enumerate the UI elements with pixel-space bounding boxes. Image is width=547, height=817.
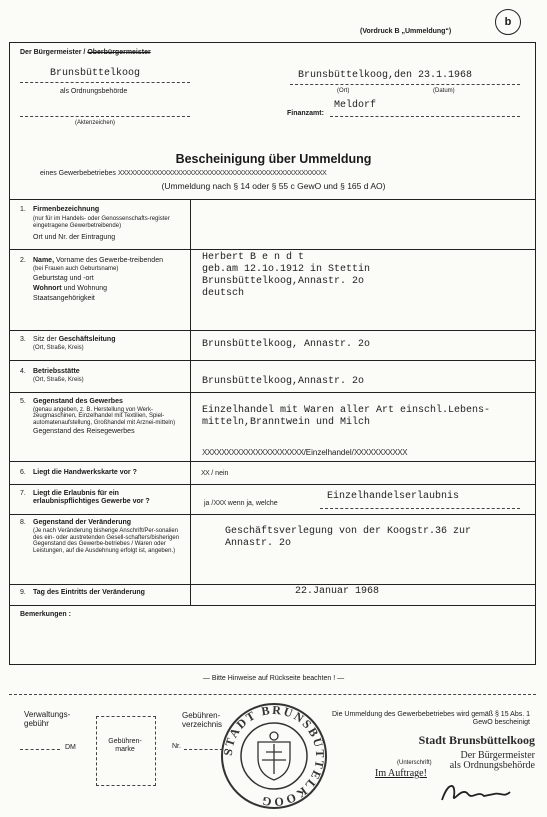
row-7-value: Einzelhandelserlaubnis xyxy=(327,491,460,502)
row-divider-8 xyxy=(9,584,536,585)
row-1-number: 1. xyxy=(20,206,26,213)
currency-label: DM xyxy=(65,744,76,751)
row-8-label xyxy=(20,519,185,554)
row-divider-5 xyxy=(9,461,536,462)
row-9-label xyxy=(20,589,185,597)
place-date-line xyxy=(290,84,520,85)
row-4-value: Brunsbüttelkoog,Annastr. 2o xyxy=(202,376,365,387)
row-3-value: Brunsbüttelkoog, Annastr. 2o xyxy=(202,339,371,350)
row-8-value-line: Geschäftsverlegung von der Koogstr.36 zur xyxy=(225,526,472,537)
row-2-value xyxy=(202,252,370,300)
confirmation-text: Die Ummeldung des Gewerbebetriebes wird gemäß § 15 Abs. 1 GewO bescheinigt xyxy=(331,711,530,727)
row-divider-4 xyxy=(9,392,536,393)
authority-stamp-line: Der Bürgermeister xyxy=(460,749,535,761)
row-2-value-line: deutsch xyxy=(202,288,245,299)
row-7-answer-prefix: ja / xyxy=(204,500,214,507)
row-2-title-rest: Vorname des Gewerbe-treibenden xyxy=(55,257,163,264)
authority-role: als Ordnungsbehörde xyxy=(60,88,128,95)
title-line-2: (Ummeldung nach § 14 oder § 55 c GewO und § 165 d AO) xyxy=(161,181,386,191)
row-divider-7 xyxy=(9,514,536,515)
row-8-sub: (Je nach Veränderung bisherige Anschrift/Per-sonalien des ein- oder austretenden Gesell-schafters/bisherigen Gegenstand des Gewerbe-betriebes / Waren oder Leistungen, auf die Ausdehnung erfolgt ist, angeben.) xyxy=(33,528,180,554)
row-2-value-line: Brunsbüttelkoog,Annastr. 2o xyxy=(202,276,365,287)
table-column-divider xyxy=(190,199,191,605)
authority-stamp-line: Stadt Brunsbüttelkoog xyxy=(418,733,535,747)
title-line-1-prefix: eines Gewerbebetriebes xyxy=(40,170,116,177)
remarks-label: Bemerkungen : xyxy=(20,611,71,618)
row-7-title: Liegt die Erlaubnis für ein erlaubnispflichtiges Gewerbe vor ? xyxy=(33,490,150,506)
row-6-value-rest: / nein xyxy=(209,470,229,477)
number-prefix: Nr. xyxy=(172,743,181,750)
row-divider-6 xyxy=(9,484,536,485)
row-divider-2 xyxy=(9,330,536,331)
row-6-value-struck: XX xyxy=(201,470,210,477)
row-7-number: 7. xyxy=(20,490,26,497)
authority-stamp xyxy=(330,734,535,772)
row-2-extra: Geburtstag und -ort xyxy=(33,274,94,282)
row-2-number: 2. xyxy=(20,257,26,264)
row-4-label xyxy=(20,368,185,384)
place-date: Brunsbüttelkoog,den 23.1.1968 xyxy=(298,70,473,81)
row-9-title: Tag des Eintritts der Veränderung xyxy=(33,589,145,596)
tax-office-value: Meldorf xyxy=(334,100,377,111)
fee-stamp-label: Gebühren-marke xyxy=(108,738,142,754)
row-2-label xyxy=(20,257,185,303)
authority-label-struck: Oberbürgermeister xyxy=(87,49,151,56)
row-6-value xyxy=(201,470,228,477)
row-5-struck: XXXXXXXXXXXXXXXXXXXXX xyxy=(202,448,304,457)
row-3-label xyxy=(20,336,185,352)
row-5-value-line: mitteln,Branntwein und Milch xyxy=(202,417,371,428)
signature-scribble xyxy=(438,778,528,808)
row-3-title-prefix: Sitz der xyxy=(33,336,57,343)
row-2-value-line: Herbert B e n d t xyxy=(202,252,305,263)
tax-office-label: Finanzamt: xyxy=(287,110,324,117)
row-1-extra: Ort und Nr. der Eintragung xyxy=(33,233,116,241)
row-6-number: 6. xyxy=(20,469,26,476)
separator-line xyxy=(9,694,536,695)
row-divider-3 xyxy=(9,360,536,361)
row-5-title: Gegenstand des Gewerbes xyxy=(33,398,123,405)
row-7-answer-struck: XXX xyxy=(213,500,226,507)
title-line-1-struck: XXXXXXXXXXXXXXXXXXXXXXXXXXXXXXXXXXXXXXXXXXXXXXXXXX xyxy=(117,170,327,177)
seal-text: STADT BRUNSBÜTTELKOOG xyxy=(220,702,328,810)
row-9-value: 22.Januar 1968 xyxy=(295,586,380,597)
row-1-sub: (nur für im Handels- oder Genossenschafts-register eingetragene Gewerbetreibende) xyxy=(33,216,170,229)
row-8-title: Gegenstand der Veränderung xyxy=(33,519,132,526)
frame-left-line xyxy=(9,42,10,664)
signature-caption: (Unterschrift) xyxy=(397,760,432,766)
frame-top-line xyxy=(9,42,536,43)
row-2-value-line: geb.am 12.1o.1912 in Stettin xyxy=(202,264,371,275)
authority-label-prefix: Der Bürgermeister / xyxy=(20,49,86,56)
corner-badge xyxy=(495,9,521,35)
admin-fee-label: Verwaltungs-gebühr xyxy=(24,710,71,729)
authority-label xyxy=(20,49,151,56)
table-top-line xyxy=(9,199,536,200)
authority-stamp-line: als Ordnungsbehörde xyxy=(449,760,535,772)
row-5-struck-line xyxy=(202,448,407,457)
row-9-number: 9. xyxy=(20,589,26,596)
title-line-1 xyxy=(40,170,326,177)
row-5-struck-tail: XXXXXXXXXXX xyxy=(353,448,408,457)
im-auftrage: Im Auftrage! xyxy=(375,768,427,779)
row-6-title: Liegt die Handwerkskarte vor ? xyxy=(33,469,137,476)
row-3-title: Geschäftsleitung xyxy=(58,336,116,343)
row-divider-1 xyxy=(9,249,536,250)
row-3-number: 3. xyxy=(20,336,26,343)
row-8-number: 8. xyxy=(20,519,26,526)
official-seal xyxy=(218,700,330,812)
row-5-value xyxy=(202,405,490,429)
form-code: (Vordruck B „Ummeldung“) xyxy=(360,28,452,35)
row-5-value-line: Einzelhandel mit Waren aller Art einschl.Lebens- xyxy=(202,405,491,416)
frame-bottom-line xyxy=(9,664,536,665)
row-1-label xyxy=(20,206,185,242)
hint-text: — Bitte Hinweise auf Rückseite beachten ! — xyxy=(202,675,345,682)
fee-register-label: Gebühren-verzeichnis xyxy=(182,711,223,730)
place-caption: (Ort) xyxy=(337,88,350,94)
row-2-extra2-rest: und Wohnung xyxy=(63,284,108,292)
row-7-answer-rest: wenn ja, welche xyxy=(225,500,278,507)
row-5-label xyxy=(20,398,185,436)
row-8-value-line: Annastr. 2o xyxy=(225,538,292,549)
row-5-struck-suffix: /Einzelhandel/ xyxy=(303,448,354,457)
tax-office-line xyxy=(330,116,520,117)
row-3-sub: (Ort, Straße, Kreis) xyxy=(33,345,84,352)
row-4-number: 4. xyxy=(20,368,26,375)
row-7-answer xyxy=(204,500,278,507)
admin-fee-line xyxy=(20,749,60,750)
row-1-title: Firmenbezeichnung xyxy=(33,206,100,213)
row-5-extra: Gegenstand des Reisegewerbes xyxy=(33,427,135,435)
coat-of-arms-icon xyxy=(258,732,290,780)
row-4-title: Betriebsstätte xyxy=(33,368,80,375)
file-ref-caption: (Aktenzeichen) xyxy=(75,120,116,126)
row-2-extra3: Staatsangehörigkeit xyxy=(33,295,95,303)
frame-right-line xyxy=(535,42,536,664)
row-5-sub: (genau angeben, z. B. Herstellung von Werk-zeugmaschinen, Einzelhandel mit Textilien, Spiel-automatenaufstellung, Großhandel mit Arznei-mitteln) xyxy=(33,407,176,426)
row-6-label xyxy=(20,469,185,477)
row-2-extra2-bold: Wohnort xyxy=(33,284,62,292)
date-caption: (Datum) xyxy=(433,88,455,94)
authority-city: Brunsbüttelkoog xyxy=(50,68,141,79)
row-2-sub: (bei Frauen auch Geburtsname) xyxy=(33,266,119,273)
file-ref-line xyxy=(20,116,190,117)
row-8-value xyxy=(225,526,471,550)
row-7-value-line xyxy=(320,508,520,509)
row-4-sub: (Ort, Straße, Kreis) xyxy=(33,377,84,384)
row-divider-9 xyxy=(9,605,536,606)
document-title: Bescheinigung über Ummeldung xyxy=(175,152,372,166)
row-2-title: Name, xyxy=(33,257,55,264)
corner-letter: b xyxy=(504,16,512,28)
authority-city-line xyxy=(20,82,190,83)
row-7-label xyxy=(20,490,185,506)
seal-graphic xyxy=(218,700,330,812)
row-5-number: 5. xyxy=(20,398,26,405)
